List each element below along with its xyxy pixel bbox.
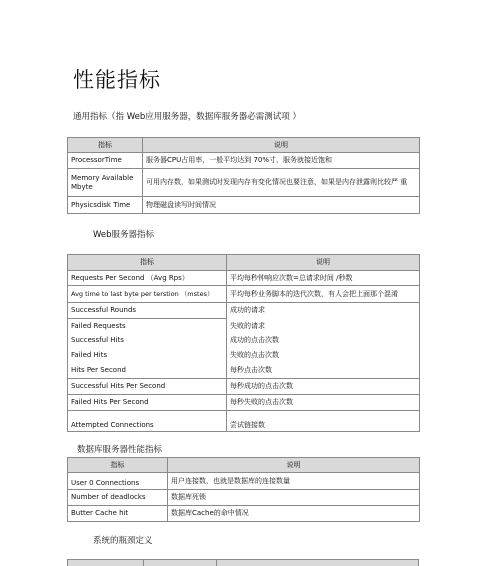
metric-name: Requests Per Second （Avg Rps） — [68, 271, 227, 286]
metric-name: Hits Per Second — [68, 363, 227, 379]
table-row — [68, 169, 420, 197]
metric-description: 物理磁盘读写时间情况 — [143, 197, 420, 214]
metric-description: 可用内存数，如果测试时发现内存有变化情况也要注意，如果是内存泄露则比较严 重 — [143, 169, 420, 197]
metric-description: 每秒成功的点击次数 — [227, 379, 420, 395]
metric-name: ProcessorTime — [68, 153, 143, 169]
table-row — [68, 271, 420, 286]
database-metrics-table — [67, 457, 420, 522]
section-bottleneck-heading: 系统的瓶颈定义 — [93, 536, 153, 546]
table-row — [68, 395, 420, 411]
table-row — [68, 303, 420, 319]
metric-name: Failed Hits Per Second — [68, 395, 227, 411]
metric-name: User 0 Connections — [68, 473, 168, 490]
header-metric: 指标 — [68, 458, 168, 473]
metric-description: 用户连接数，也就是数据库的连接数量 — [168, 473, 420, 490]
metric-description: 尝试链接数 — [227, 411, 420, 432]
metric-description: 平均每秒业务脚本的迭代次数，有人会把上面那个混淆 — [227, 286, 420, 303]
bottleneck-table-top — [67, 559, 419, 566]
metric-description: 失败的点击次数 — [227, 348, 420, 363]
table-row — [68, 379, 420, 395]
table-row — [68, 319, 420, 334]
section-database-heading: 数据库服务器性能指标 — [77, 445, 163, 455]
web-server-metrics-table — [67, 254, 420, 432]
table-header-row — [68, 138, 420, 153]
metric-name: Physicsdisk Time — [68, 197, 143, 214]
section-web-heading: Web服务器指标 — [93, 230, 155, 240]
metric-name: Failed Requests — [68, 319, 227, 334]
table-row — [68, 348, 420, 363]
metric-description: 成功的点击次数 — [227, 334, 420, 348]
metric-name: Failed Hits — [68, 348, 227, 363]
section-general-heading: 通用指标（指 Web应用服务器，数据库服务器必需测试项 ） — [73, 112, 301, 122]
table-row — [68, 411, 420, 432]
header-description: 说明 — [143, 138, 420, 153]
table-row — [68, 334, 420, 348]
header-metric: 指标 — [68, 138, 143, 153]
metric-description: 数据库Cache的命中情况 — [168, 506, 420, 522]
table-row — [68, 197, 420, 214]
metric-description: 成功的请求 — [227, 303, 420, 319]
metric-name: Successful Hits Per Second — [68, 379, 227, 395]
table-header-row — [68, 255, 420, 271]
metric-name: Memory Available Mbyte — [68, 169, 143, 197]
metric-description: 数据库死锁 — [168, 490, 420, 506]
metric-description: 平均每秒钟响应次数=总请求时间 /秒数 — [227, 271, 420, 286]
header-description: 说明 — [227, 255, 420, 271]
table-row — [68, 286, 420, 303]
header-description: 说明 — [168, 458, 420, 473]
table-header-row — [68, 458, 420, 473]
metric-description: 服务器CPU占用率，一般平均达到 70%寸，服务就接近饱和 — [143, 153, 420, 169]
metric-name: Avg time to last byte per terstion （mstes） — [68, 286, 227, 303]
metric-name: Successful Rounds — [68, 303, 227, 319]
metric-description: 每秒点击次数 — [227, 363, 420, 379]
metric-description: 每秒失败的点击次数 — [227, 395, 420, 411]
header-metric: 指标 — [68, 255, 227, 271]
general-metrics-table — [67, 137, 420, 214]
metric-name: Number of deadlocks — [68, 490, 168, 506]
metric-name: Successful Hits — [68, 334, 227, 348]
table-row — [68, 153, 420, 169]
table-row — [68, 363, 420, 379]
metric-name: Butter Cache hit — [68, 506, 168, 522]
table-row — [68, 473, 420, 490]
page-title: 性能指标 — [73, 68, 161, 92]
table-row — [68, 506, 420, 522]
metric-description: 失败的请求 — [227, 319, 420, 334]
table-row — [68, 490, 420, 506]
metric-name: Attempted Connections — [68, 411, 227, 432]
